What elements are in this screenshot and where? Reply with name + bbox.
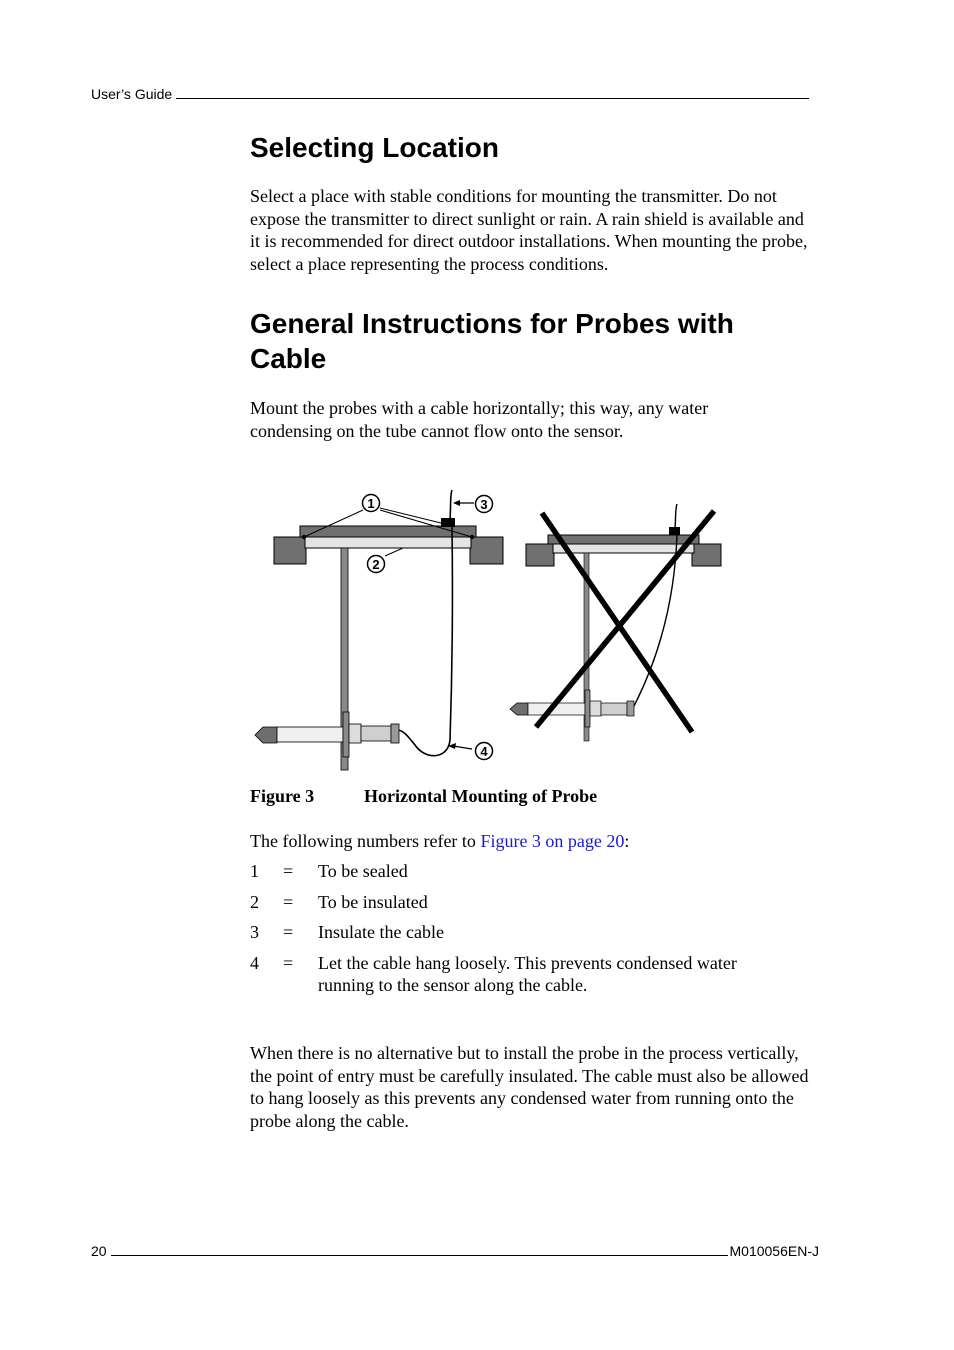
figure-caption <box>250 786 597 807</box>
paragraph-general-instructions: Mount the probes with a cable horizontally; this way, any water condensing on the tube cannot flow onto the sensor. <box>250 398 709 441</box>
header-title: User’s Guide <box>91 86 173 102</box>
list-item-equals: = <box>283 922 294 942</box>
correct-mounting-drawing <box>255 490 503 770</box>
footer-page-number: 20 <box>91 1243 107 1259</box>
probe-mounting-figure <box>245 480 735 775</box>
refs-intro-colon: : <box>624 831 630 851</box>
closing-paragraph: When there is no alternative but to install the probe in the process vertically, the point of entry must be carefully insulated. The cable must also be allowed to hang loosely as this prevents any condensed water from running onto the probe along the cable. <box>250 1043 809 1131</box>
list-item <box>250 952 820 997</box>
list-item-text: Insulate the cable <box>318 922 444 942</box>
list-item-text: Let the cable hang loosely. This prevents condensed water running to the sensor along the cable. <box>318 952 737 995</box>
header-rule <box>176 97 809 99</box>
callout-3-marker <box>476 496 493 513</box>
figure-caption-title: Horizontal Mounting of Probe <box>364 786 598 806</box>
figure-caption-number: Figure 3 <box>250 786 315 806</box>
callout-1-marker <box>363 495 380 512</box>
callout-4-marker <box>476 743 493 760</box>
list-item-equals: = <box>283 861 294 881</box>
callout-3-label: 3 <box>480 497 488 512</box>
heading-general-instructions <box>250 306 820 376</box>
refs-intro <box>250 830 820 853</box>
list-item-number: 3 <box>250 922 259 942</box>
list-item-number: 4 <box>250 952 259 973</box>
list-item <box>250 860 820 883</box>
heading-general-line1: General Instructions for Probes with <box>250 308 734 339</box>
list-item-equals: = <box>283 952 294 973</box>
footer-rule <box>111 1254 728 1256</box>
list-item <box>250 921 820 944</box>
footer-doc-id: M010056EN-J <box>729 1243 819 1259</box>
page-header <box>91 86 811 102</box>
callout-1-label: 1 <box>367 496 375 511</box>
list-item <box>250 891 820 914</box>
list-item-number: 1 <box>250 861 259 881</box>
heading-selecting-location: Selecting Location <box>250 132 499 163</box>
paragraph-selecting-location: Select a place with stable conditions for mounting the transmitter. Do not expose the transmitter to direct sunlight or rain. A rain shield is available and it is recommended for direct outdoor installations. When mounting the probe, select a place representing the process conditions. <box>250 186 808 274</box>
callout-2-marker <box>368 556 385 573</box>
callout-2-label: 2 <box>372 557 380 572</box>
list-item-number: 2 <box>250 891 259 912</box>
refs-intro-text: The following numbers refer to <box>250 831 481 851</box>
list-item-equals: = <box>283 891 294 912</box>
callout-4-label: 4 <box>480 744 488 759</box>
list-item-text: To be sealed <box>318 861 408 881</box>
page-footer <box>91 1243 819 1259</box>
incorrect-mounting-drawing <box>510 504 721 741</box>
heading-general-line2: Cable <box>250 343 327 374</box>
list-item-text: To be insulated <box>318 891 428 912</box>
refs-list <box>250 860 820 1005</box>
figure-3-link[interactable]: Figure 3 on page 20 <box>480 831 625 851</box>
